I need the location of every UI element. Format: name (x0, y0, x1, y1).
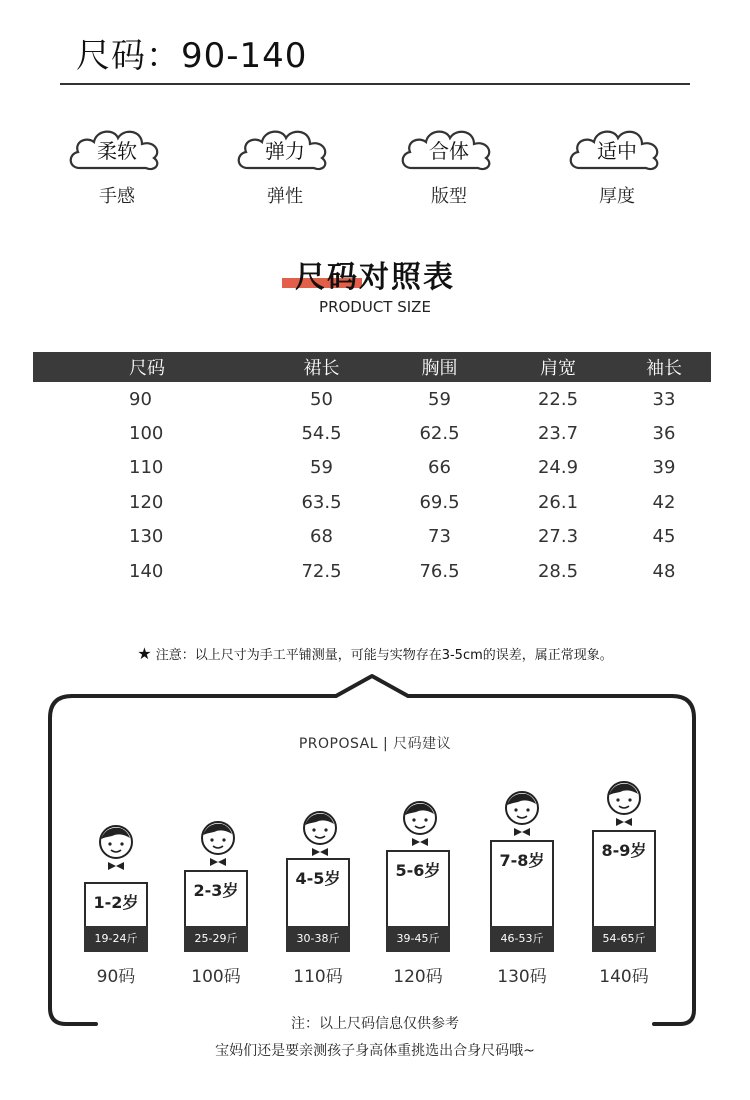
child-face-icon (298, 808, 342, 856)
table-row (33, 520, 711, 554)
child-face-icon (500, 788, 544, 836)
weight-bar: 25-29斤 (184, 926, 248, 952)
size-card-110 (286, 858, 350, 952)
feature-fit (394, 120, 504, 220)
size-label: 120码 (393, 967, 443, 987)
table-cell: 59 (428, 388, 451, 410)
weight-bar: 19-24斤 (84, 926, 148, 952)
age-label: 2-3岁 (193, 881, 239, 900)
table-cell: 90 (129, 388, 152, 410)
size-label: 140码 (599, 967, 649, 987)
table-cell: 59 (310, 457, 333, 479)
feature-label: 柔软 (97, 139, 137, 163)
feature-elasticity (230, 120, 340, 220)
child-face-icon (94, 822, 138, 870)
header-divider (60, 83, 690, 85)
table-header-cell: 裙长 (263, 352, 380, 382)
feature-sub: 厚度 (599, 186, 635, 207)
table-cell: 39 (652, 457, 676, 479)
table-cell: 110 (129, 457, 164, 479)
table-cell: 24.9 (537, 457, 579, 479)
size-card-100 (184, 870, 248, 952)
feature-label: 合体 (429, 139, 469, 163)
chart-title: 尺码对照表 (295, 260, 455, 295)
size-table (33, 352, 711, 588)
weight-bar: 30-38斤 (286, 926, 350, 952)
reference-note: 注：以上尺码信息仅供参考 (291, 1016, 459, 1032)
table-cell: 100 (129, 423, 164, 445)
weight-bar: 46-53斤 (490, 926, 554, 952)
feature-sub: 手感 (99, 186, 135, 207)
table-cell: 22.5 (537, 388, 579, 410)
table-cell: 120 (129, 491, 164, 513)
table-cell: 69.5 (419, 491, 460, 513)
table-cell: 26.1 (537, 491, 579, 513)
feature-sub: 弹性 (267, 186, 303, 207)
table-header-cell: 尺码 (33, 352, 263, 382)
table-cell: 140 (129, 560, 164, 582)
table-cell: 76.5 (419, 560, 460, 582)
table-cell: 62.5 (419, 423, 460, 445)
table-cell: 50 (310, 388, 333, 410)
table-cell: 45 (652, 526, 676, 548)
table-header-cell: 肩宽 (499, 352, 617, 382)
size-label: 130码 (497, 967, 547, 987)
table-row (33, 382, 711, 416)
feature-softness (62, 120, 172, 220)
table-header-cell: 袖长 (617, 352, 711, 382)
age-label: 4-5岁 (295, 869, 341, 888)
chart-subtitle: PRODUCT SIZE (319, 298, 431, 316)
size-range-heading: 尺码：90-140 (76, 36, 308, 76)
size-card-130 (490, 840, 554, 952)
child-face-icon (398, 798, 442, 846)
table-cell: 66 (428, 457, 451, 479)
size-card-140 (592, 830, 656, 952)
table-cell: 42 (652, 491, 676, 513)
table-cell: 23.7 (537, 423, 579, 445)
weight-bar: 39-45斤 (386, 926, 450, 952)
age-label: 5-6岁 (395, 861, 441, 880)
feature-sub: 版型 (431, 186, 467, 207)
advice-note: 宝妈们还是要亲测孩子身高体重挑选出合身尺码哦~ (215, 1043, 535, 1059)
table-cell: 54.5 (301, 423, 342, 445)
table-cell: 28.5 (537, 560, 579, 582)
table-cell: 33 (652, 388, 676, 410)
star-icon: ★ (137, 644, 152, 663)
age-label: 8-9岁 (601, 841, 647, 860)
table-cell: 130 (129, 526, 164, 548)
table-row (33, 485, 711, 519)
table-header-cell: 胸围 (380, 352, 499, 382)
table-cell: 63.5 (301, 491, 342, 513)
size-card-120 (386, 850, 450, 952)
table-cell: 72.5 (301, 560, 342, 582)
size-label: 90码 (96, 967, 136, 987)
table-cell: 48 (652, 560, 676, 582)
table-header-row (33, 352, 711, 382)
proposal-label: PROPOSAL | 尺码建议 (298, 736, 452, 752)
size-label: 100码 (191, 967, 241, 987)
table-cell: 68 (310, 526, 333, 548)
feature-label: 弹力 (265, 139, 305, 163)
feature-thickness (562, 120, 672, 220)
weight-bar: 54-65斤 (592, 926, 656, 952)
child-face-icon (602, 778, 646, 826)
child-face-icon (196, 818, 240, 866)
table-row (33, 451, 711, 485)
note-text: 注意：以上尺寸为手工平铺测量，可能与实物存在3-5cm的误差，属正常现象。 (155, 648, 613, 663)
table-cell: 27.3 (537, 526, 579, 548)
age-label: 1-2岁 (93, 893, 139, 912)
table-row (33, 554, 711, 588)
measurement-note (0, 644, 750, 663)
table-cell: 73 (428, 526, 451, 548)
size-card-90 (84, 882, 148, 952)
age-label: 7-8岁 (499, 851, 545, 870)
feature-label: 适中 (597, 139, 637, 163)
size-label: 110码 (293, 967, 343, 987)
table-row (33, 416, 711, 450)
table-cell: 36 (652, 423, 676, 445)
